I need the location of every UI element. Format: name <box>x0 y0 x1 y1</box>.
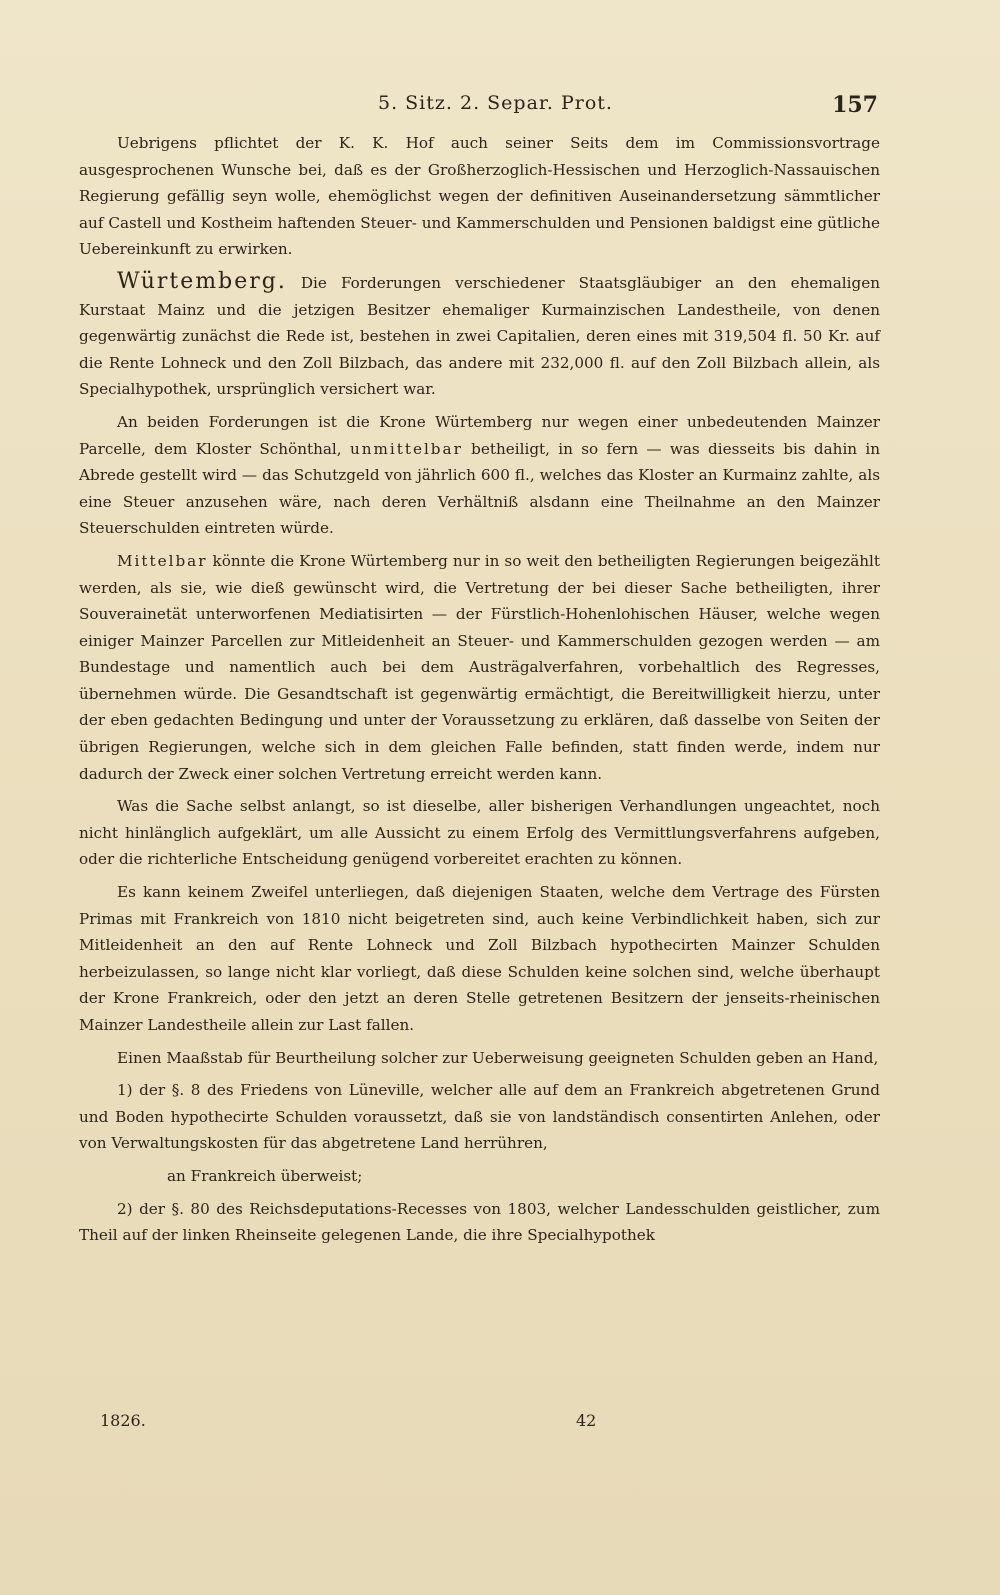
footer-year: 1826. <box>100 1411 146 1430</box>
list-item-1-continuation: an Frankreich überweist; <box>167 1166 363 1185</box>
running-title: 5. Sitz. 2. Separ. Prot. <box>378 92 613 114</box>
signature-mark: 42 <box>576 1411 597 1430</box>
section-heading-wuerttemberg: Würtemberg. <box>117 268 287 294</box>
paragraph-4-text: könnte die Krone Würtemberg nur in so weit den betheiligten Regierungen beigezählt werden, als sie, wie dieß gewünscht wird, die Vertretung der bei dieser Sache betheiligten, ihrer Souverainetät unterworfenen Mediatisirten — der Fürstlich-Hohenlohischen Häuser, welche wegen einiger Mainzer Parcellen zur Mitleidenheit an Steuer- und Kammerschulden gezogen werden — am Bundestage und namentlich auch bei dem Austrägalverfahren, vorbehaltlich des Regresses, übernehmen würde. Die Gesandtschaft ist gegenwärtig ermächtigt, die Bereitwilligkeit hierzu, unter der eben gedachten Bedingung und unter der Voraussetzung zu erklären, daß dasselbe von Seiten der übrigen Regierungen, welche sich in dem gleichen Falle befinden, statt finden werde, indem nur dadurch der Zweck einer solchen Vertretung erreicht werden kann. <box>79 551 881 783</box>
list-item-1: 1) der §. 8 des Friedens von Lüneville, welcher alle auf dem an Frankreich abgetretenen Grund und Boden hypothecirte Schulden voraussetzt, daß sie von landständisch consentirten Anlehen, oder von Verwaltungskosten für das abgetretene Land herrühren, <box>79 1081 880 1153</box>
paragraph-5: Was die Sache selbst anlangt, so ist dieselbe, aller bisherigen Verhandlungen ungeachtet, noch nicht hinlänglich aufgeklärt, um alle Aussicht zu einem Erfolg des Vermittlungsverfahrens aufgeben, oder die richterliche Entscheidung genügend vorbereitet erachten zu können. <box>79 797 880 869</box>
paragraph-wuerttemberg <box>79 269 880 403</box>
emphasis-unmittelbar: unmittelbar <box>349 439 463 458</box>
paragraph-3 <box>79 409 880 542</box>
emphasis-mittelbar: Mittelbar <box>117 551 208 570</box>
paragraph-1: Uebrigens pflichtet der K. K. Hof auch seiner Seits dem im Commissionsvortrage ausgesprochenen Wunsche bei, daß es der Großherzoglich-Hessischen und Herzoglich-Nassauischen Regierung gefällig seyn wolle, ehemöglichst wegen der definitiven Auseinandersetzung sämmtlicher auf Castell und Kostheim haftenden Steuer- und Kammerschulden und Pensionen baldigst eine gütliche Uebereinkunft zu erwirken. <box>79 134 880 259</box>
paragraph-3-part-a: An beiden Forderungen ist die Krone Würtemberg nur wegen einer unbedeutenden Mainzer Parcelle, dem Kloster Schönthal, <box>79 412 880 458</box>
page-header <box>78 92 878 122</box>
paragraph-7: Einen Maaßstab für Beurtheilung solcher zur Ueberweisung geeigneten Schulden geben an Hand, <box>117 1048 879 1067</box>
paragraph-3-part-b: betheiligt, in so fern — was diesseits bis dahin in Abrede gestellt wird — das Schutzgeld von jährlich 600 fl., welches das Kloster an Kurmainz zahlte, als eine Steuer anzusehen wäre, nach deren Verhältniß alsdann eine Theilnahme an den Mainzer Steuerschulden eintreten würde. <box>79 439 881 538</box>
paragraph-wuerttemberg-text: Die Forderungen verschiedener Staatsgläubiger an den ehemaligen Kurstaat Mainz und die jetzigen Besitzer ehemaliger Kurmainzischen Landestheile, von denen gegenwärtig zunächst die Rede ist, bestehen in zwei Capitalien, deren eines mit 319,504 fl. 50 Kr. auf die Rente Lohneck und den Zoll Bilzbach, das andere mit 232,000 fl. auf den Zoll Bilzbach allein, als Specialhypothek, ursprünglich versichert war. <box>79 273 881 399</box>
page-footer <box>100 1411 620 1439</box>
paragraph-6: Es kann keinem Zweifel unterliegen, daß diejenigen Staaten, welche dem Vertrage des Fürsten Primas mit Frankreich von 1810 nicht beigetreten sind, auch keine Verbindlichkeit haben, sich zur Mitleidenheit an den auf Rente Lohneck und Zoll Bilzbach hypothecirten Mainzer Schulden herbeizulassen, so lange nicht klar vorliegt, daß diese Schulden keine solchen sind, welche überhaupt der Krone Frankreich, oder den jetzt an deren Stelle getretenen Besitzern der jenseits-rheinischen Mainzer Landestheile allein zur Last fallen. <box>79 883 880 1034</box>
page-number: 157 <box>832 92 878 118</box>
body-text <box>79 130 880 1255</box>
list-item-2: 2) der §. 80 des Reichsdeputations-Recesses von 1803, welcher Landesschulden geistlicher, zum Theil auf der linken Rheinseite gelegenen Lande, die ihre Specialhypothek <box>79 1199 880 1245</box>
paragraph-4 <box>79 548 880 787</box>
